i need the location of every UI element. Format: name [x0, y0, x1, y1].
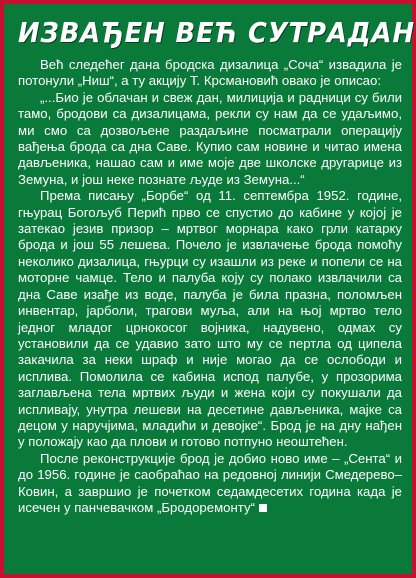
article-title: ИЗВАЂЕН ВЕЋ СУТРАДАН: [18, 16, 416, 49]
paragraph-1: Већ следећег дана бродска дизалица „Соча“ извадила је потонули „Ниш“, а ту акцију Т. Крсмановић овако је описао:: [18, 57, 402, 89]
end-of-article-square-icon: [259, 504, 267, 512]
paragraph-4-text: После реконструкције брод је добио ново име – „Сента“ и до 1956. године је саобраћао на редовној линији Смедерево–Ковин, а завршио је почетком седамдесетих година када је исечен у панчевачком „Бродоремонту“: [18, 450, 402, 515]
paragraph-4: [18, 451, 402, 517]
article-body: [18, 57, 402, 516]
paragraph-quote: „...Био је облачан и свеж дан, милиција и радници су били тамо, бродови са дизалицама, рекли су нам да се удаљимо, ми смо са дозвољене раздаљине посматрали операцију вађења брода са дна Саве. Купио сам новине и читао имена дављеника, нашао сам и име моје две школске другарице из Земуна, и још неке познате људе из Земуна...“: [18, 89, 402, 187]
paragraph-3: Према писању „Борбе“ од 11. септембра 1952. године, гњурац Богољуб Перић прво се спустио до кабине у којој је затекао језив призор – мртвог морнара како грли катарку брода и још 55 лешева. Почело је извлачење брода помоћу неколико дизалица, гњурци су изашли из реке и попели се на моторне чамце. Тело и палуба коју су полако извлачили са дна Саве изађе из воде, палуба је била празна, поломљен инвентар, јарболи, трагови муља, али на њој мртво тело једног младог црнокосог војника, надувено, одмах су установили да се удавио зато што му се пертла од ципела закачила за неки шраф и није могао да се ослободи и исплива. Помолила се кабина испод палубе, у прозорима заглављена тела мртвих људи и жена који су покушали да испливају, унутра лешеви на десетине дављеника, мајке са децом у наручјима, младићи и девојке“. Брод је на дну нађен у положају као да плови и готово потпуно неоштећен.: [18, 188, 402, 450]
